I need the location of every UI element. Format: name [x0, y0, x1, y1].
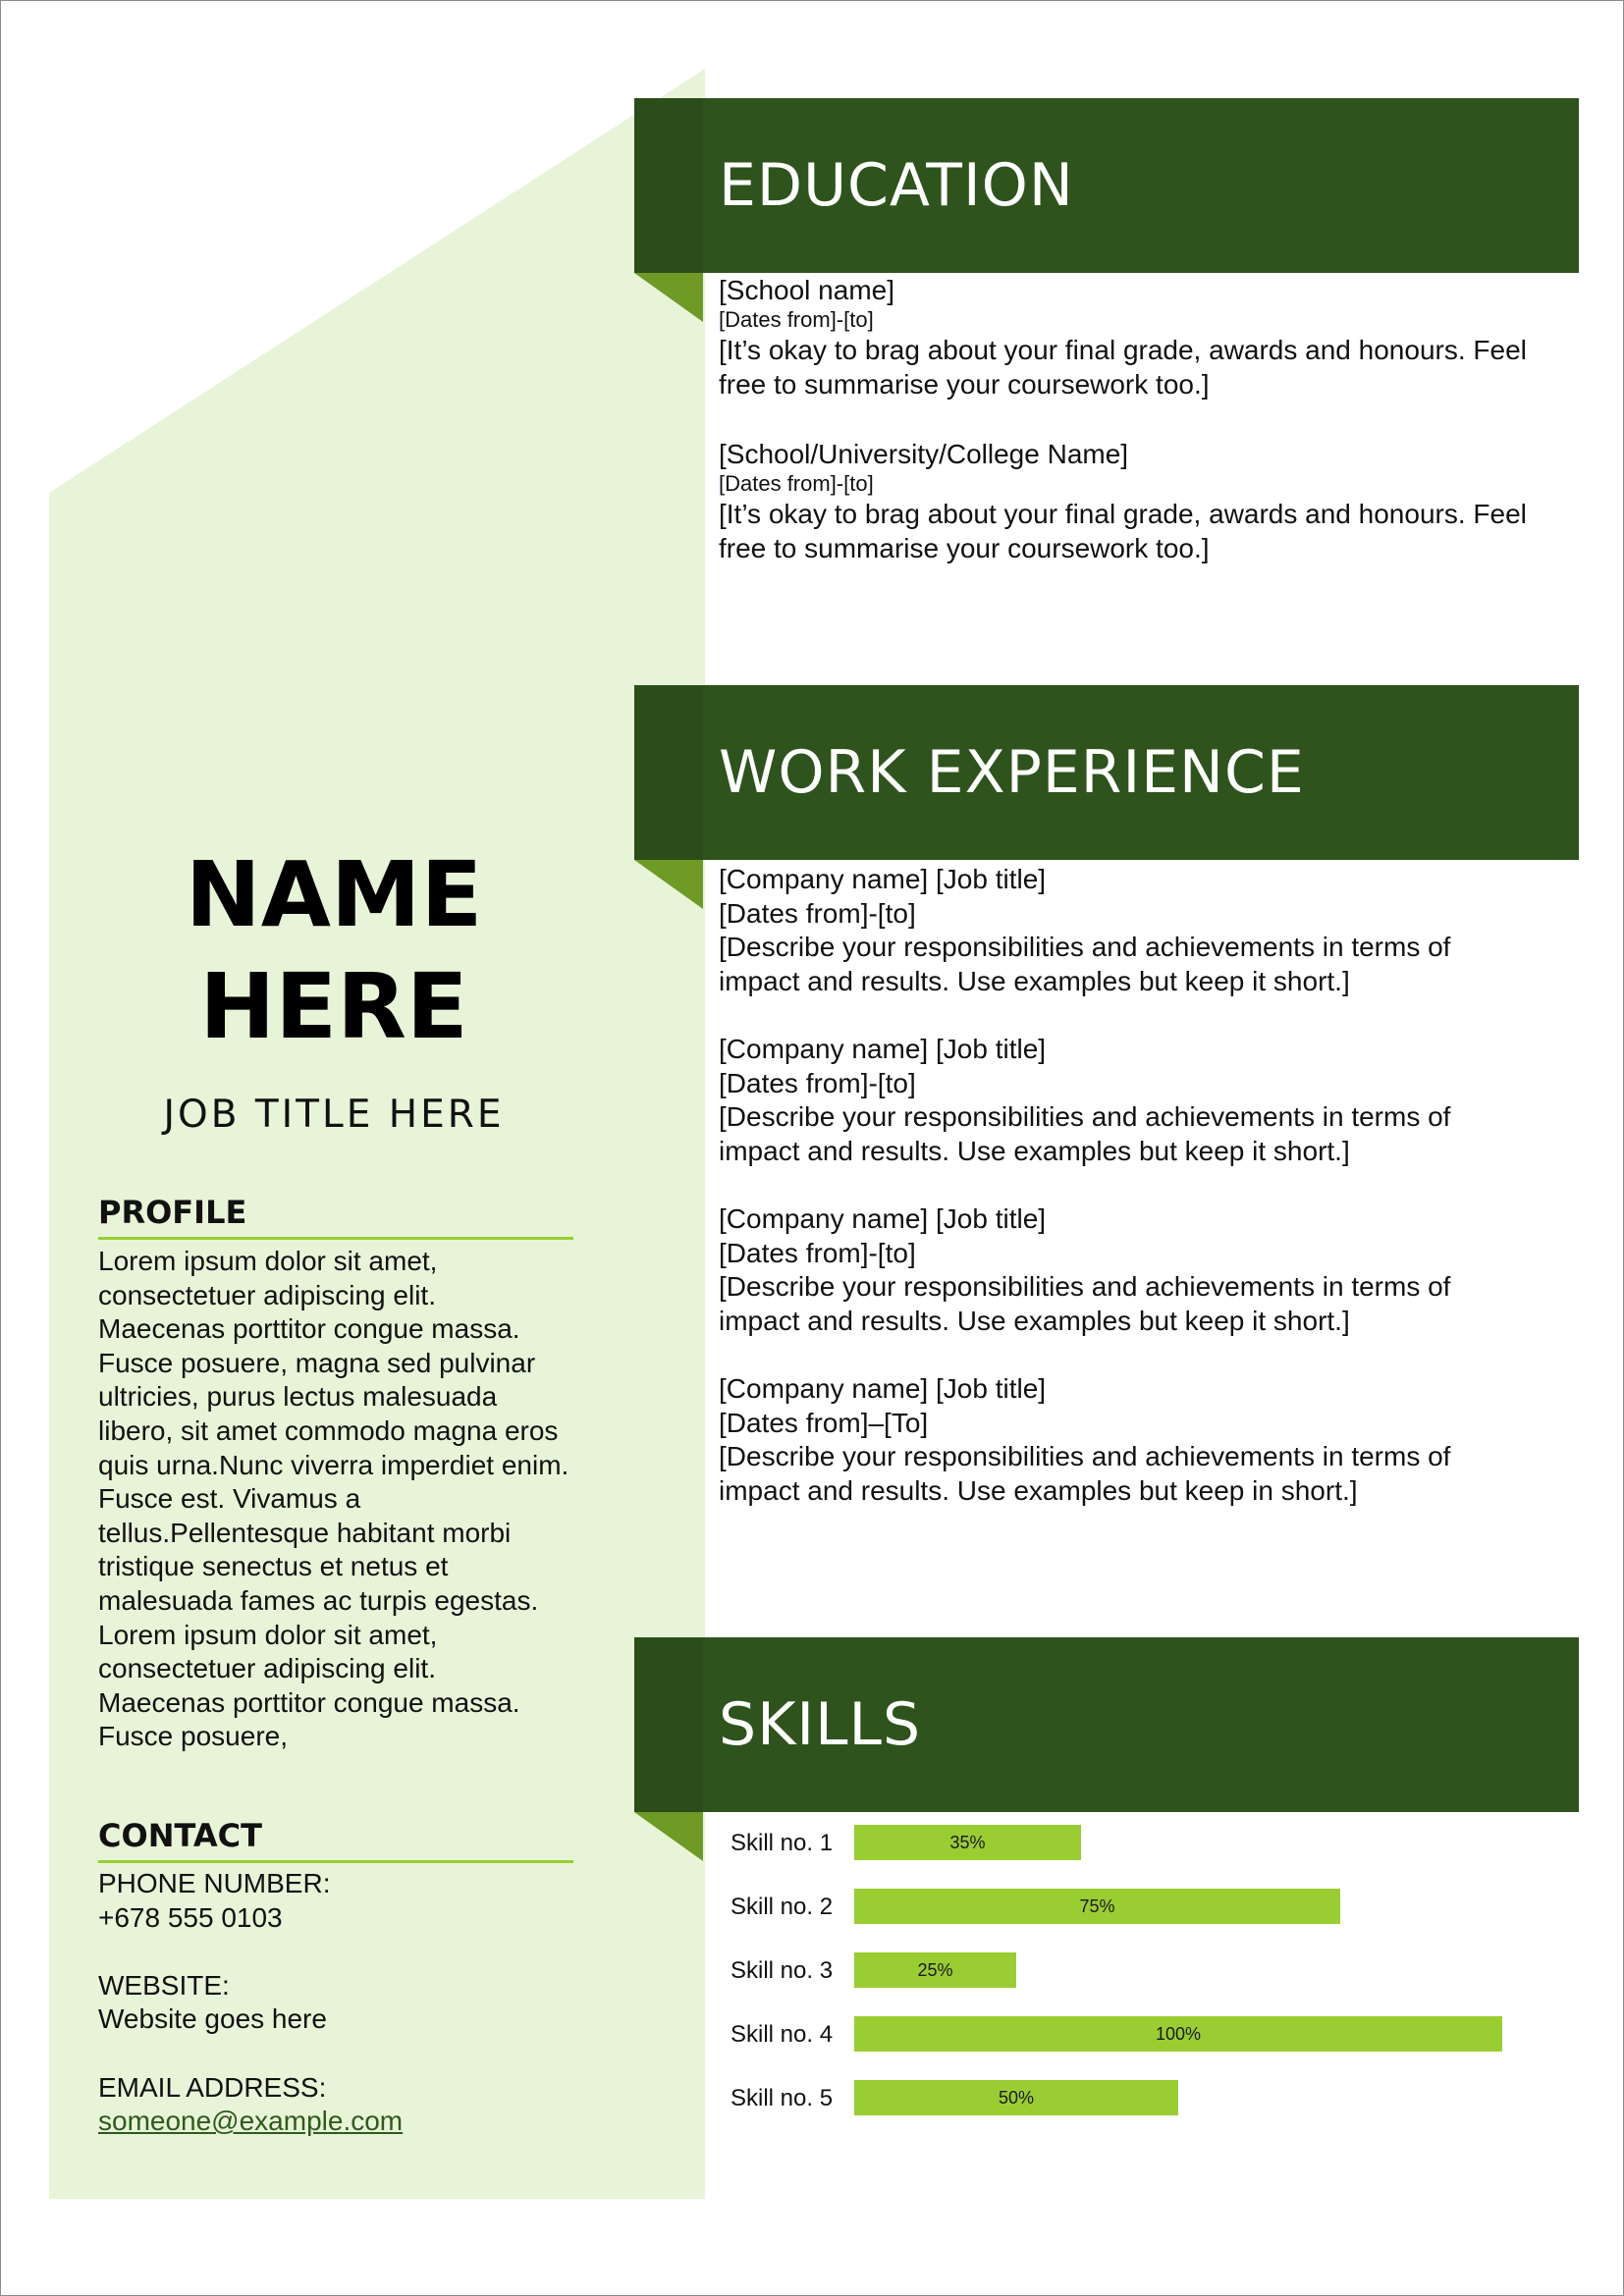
education-entry	[719, 437, 1563, 565]
work-entry	[719, 1202, 1563, 1338]
education-heading: EDUCATION	[719, 151, 1074, 220]
job-dates: [Dates from]-[to]	[719, 1237, 916, 1268]
job-company-title: [Company name] [Job title]	[719, 1373, 1047, 1404]
candidate-name	[49, 839, 619, 1063]
work-entry	[719, 1033, 1563, 1168]
skill-bar: 75%	[854, 1889, 1340, 1924]
job-dates: [Dates from]–[To]	[719, 1407, 929, 1438]
skills-header-bar	[634, 1637, 1579, 1812]
job-dates: [Dates from]-[to]	[719, 897, 916, 929]
skill-label: Skill no. 1	[731, 1830, 834, 1856]
job-description: [Describe your responsibilities and achievements in terms of impact and results. Use examples but keep in short.]	[719, 1441, 1451, 1506]
skill-bar: 100%	[854, 2016, 1502, 2052]
profile-text: Lorem ipsum dolor sit amet, consectetuer adipiscing elit. Maecenas porttitor congue massa. Fusce posuere, magna sed pulvinar ultricies, purus lectus malesuada libero, sit amet commodo magna eros quis urna.Nunc viverra imperdiet enim. Fusce est. Vivamus a tellus.Pellentesque habitant morbi tristique senectus et netus et malesuada fames ac turpis egestas. Lorem ipsum dolor sit amet, consectetuer adipiscing elit. Maecenas porttitor congue massa. Fusce posuere,	[98, 1246, 569, 1752]
job-dates: [Dates from]-[to]	[719, 1067, 916, 1098]
education-entry	[719, 273, 1563, 401]
work-header-bar	[634, 685, 1579, 860]
skill-bar: 25%	[854, 1952, 1016, 1988]
work-entry	[719, 1372, 1563, 1508]
profile-heading: PROFILE	[98, 1194, 573, 1240]
contact-details	[98, 1867, 569, 2139]
school-name: [School/University/College Name]	[719, 439, 1129, 469]
work-heading: WORK EXPERIENCE	[719, 738, 1305, 807]
skills-fold-decoration	[634, 1812, 703, 1861]
skill-track	[854, 1952, 1502, 1990]
skill-track	[854, 1889, 1502, 1926]
job-description: [Describe your responsibilities and achievements in terms of impact and results. Use examples but keep it short.]	[719, 1101, 1451, 1166]
skill-track	[854, 2016, 1502, 2054]
website-label: WEBSITE:	[98, 1969, 230, 2001]
skill-bar: 35%	[854, 1825, 1081, 1860]
job-description: [Describe your responsibilities and achievements in terms of impact and results. Use examples but keep it short.]	[719, 1271, 1451, 1336]
school-description: [It’s okay to brag about your final grade, awards and honours. Feel free to summarise your coursework too.]	[719, 335, 1527, 400]
email-label: EMAIL ADDRESS:	[98, 2071, 327, 2103]
skill-label: Skill no. 3	[731, 1957, 834, 1984]
job-company-title: [Company name] [Job title]	[719, 1203, 1047, 1234]
job-company-title: [Company name] [Job title]	[719, 864, 1047, 894]
education-header-bar	[634, 98, 1579, 273]
website-value: Website goes here	[98, 2003, 327, 2035]
school-dates: [Dates from]-[to]	[719, 471, 874, 496]
contact-heading: CONTACT	[98, 1817, 573, 1863]
work-fold-decoration	[634, 860, 703, 909]
skill-bar: 50%	[854, 2080, 1178, 2115]
phone-number: +678 555 0103	[98, 1901, 283, 1933]
school-description: [It’s okay to brag about your final grade, awards and honours. Feel free to summarise your coursework too.]	[719, 499, 1527, 563]
phone-label: PHONE NUMBER:	[98, 1868, 331, 1898]
work-entry	[719, 863, 1563, 998]
job-description: [Describe your responsibilities and achievements in terms of impact and results. Use examples but keep it short.]	[719, 932, 1451, 996]
school-name: [School name]	[719, 275, 894, 305]
email-link[interactable]: someone@example.com	[98, 2106, 404, 2137]
name-line-2: HERE	[199, 954, 468, 1059]
skill-label: Skill no. 2	[731, 1894, 834, 1920]
school-dates: [Dates from]-[to]	[719, 307, 874, 332]
skill-track	[854, 2080, 1502, 2117]
job-title: JOB TITLE HERE	[163, 1093, 505, 1137]
name-line-1: NAME	[185, 842, 483, 947]
skills-heading: SKILLS	[719, 1690, 922, 1759]
skill-track	[854, 1825, 1502, 1862]
job-company-title: [Company name] [Job title]	[719, 1034, 1047, 1064]
skill-label: Skill no. 5	[731, 2085, 834, 2111]
education-fold-decoration	[634, 273, 703, 322]
skill-label: Skill no. 4	[731, 2021, 834, 2048]
